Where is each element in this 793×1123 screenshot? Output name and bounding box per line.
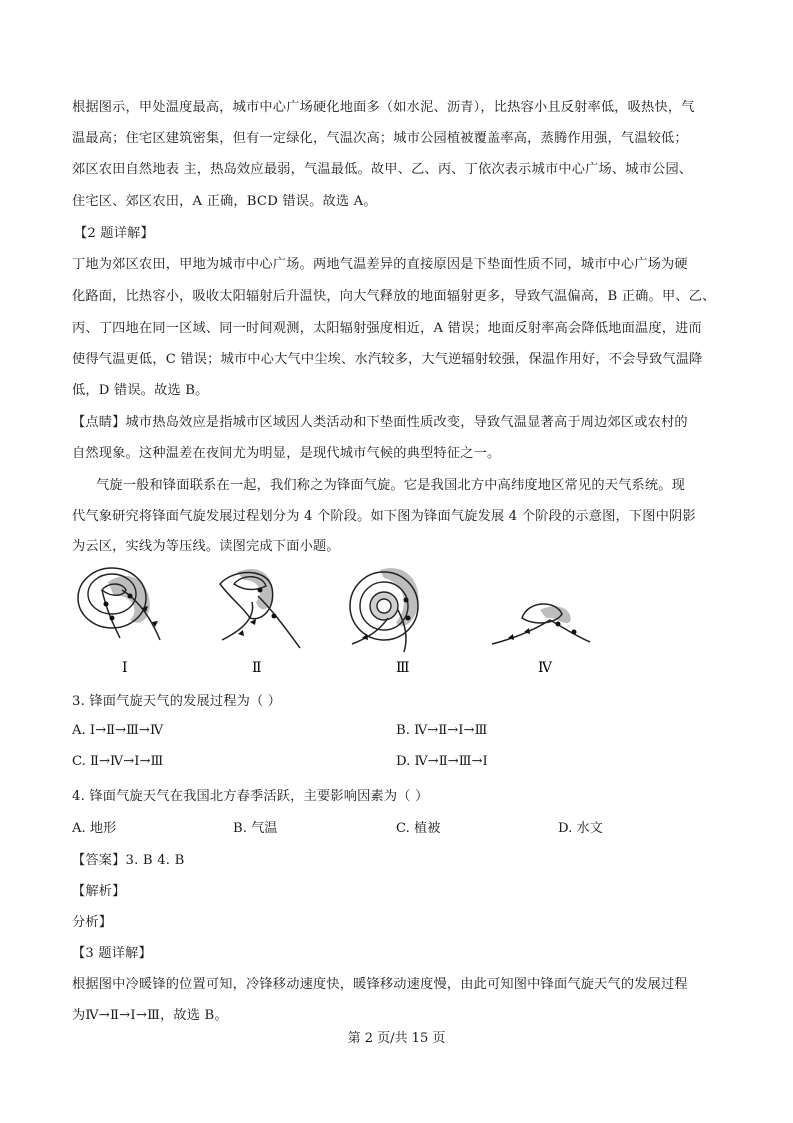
text-line: 化路面，比热容小，吸收太阳辐射后升温快，向大气释放的地面辐射更多，导致气温偏高，B 正确。甲、乙、 <box>72 289 716 304</box>
section-heading: 【2 题详解】 <box>74 226 154 241</box>
q3-option-a: A. Ⅰ→Ⅱ→Ⅲ→Ⅳ <box>72 723 164 738</box>
q4-option-c: C. 植被 <box>396 821 441 836</box>
analysis-heading: 【解析】 <box>72 884 126 899</box>
stage-label: Ⅱ <box>252 660 262 676</box>
text-line: 为Ⅳ→Ⅱ→Ⅰ→Ⅲ，故选 B。 <box>72 1008 228 1023</box>
stage-1-diagram <box>78 568 160 640</box>
tip-line: 【点睛】城市热岛效应是指城市区域因人类活动和下垫面性质改变，导致气温显著高于周边郊区或农村的 <box>72 415 688 430</box>
stage-label: Ⅰ <box>122 660 128 676</box>
q4-option-a: A. 地形 <box>72 821 117 836</box>
text-line: 丙、丁四地在同一区域、同一时间观测，太阳辐射强度相近，A 错误；地面反射率高会降低地面温度，进而 <box>72 321 702 336</box>
text-line: 温最高；住宅区建筑密集，但有一定绿化，气温次高；城市公园植被覆盖率高，蒸腾作用强，气温较低； <box>72 131 688 146</box>
text-line: 根据图示，甲处温度最高，城市中心广场硬化地面多（如水泥、沥青），比热容小且反射率低，吸热快，气 <box>72 100 695 115</box>
fenxi-heading: 分析】 <box>72 915 113 930</box>
q3-option-b: B. Ⅳ→Ⅱ→Ⅰ→Ⅲ <box>396 723 488 738</box>
page-footer: 第 2 页/共 15 页 <box>347 1031 446 1046</box>
text-line: 丁地为郊区农田，甲地为城市中心广场。两地气温差异的直接原因是下垫面性质不同，城市中心广场为硬 <box>72 257 688 272</box>
stage-label: Ⅲ <box>396 660 410 676</box>
q4-option-b: B. 气温 <box>233 821 278 836</box>
stage-4-diagram <box>492 604 590 644</box>
q3-option-c: C. Ⅱ→Ⅳ→Ⅰ→Ⅲ <box>72 754 164 769</box>
text-line: 根据图中冷暖锋的位置可知，冷锋移动速度快，暖锋移动速度慢，由此可知图中锋面气旋天气的发展过程 <box>72 977 688 992</box>
stage-2-diagram <box>220 569 300 648</box>
q3-option-d: D. Ⅳ→Ⅱ→Ⅲ→Ⅰ <box>396 754 488 769</box>
question-4-stem: 4. 锋面气旋天气在我国北方春季活跃，主要影响因素为（ ） <box>72 789 429 804</box>
text-line: 使得气温更低，C 错误；城市中心大气中尘埃、水汽较多，大气逆辐射较强，保温作用好，不会导致气温降 <box>72 352 703 367</box>
intro-line: 代气象研究将锋面气旋发展过程划分为 4 个阶段。如下图为锋面气旋发展 4 个阶段的示意图，下图中阴影 <box>72 509 696 524</box>
stage-label: Ⅳ <box>538 660 552 676</box>
question-3-stem: 3. 锋面气旋天气的发展过程为（ ） <box>72 694 282 709</box>
stage-3-diagram <box>350 568 419 652</box>
text-line: 郊区农田自然地表 主，热岛效应最弱，气温最低。故甲、乙、丙、丁依次表示城市中心广场、城市公园、 <box>72 162 693 177</box>
section-heading: 【3 题详解】 <box>72 946 152 961</box>
text-line: 住宅区、郊区农田，A 正确，BCD 错误。故选 A。 <box>72 194 377 209</box>
text-line: 低，D 错误。故选 B。 <box>72 383 209 398</box>
answer-line: 【答案】3. B 4. B <box>72 853 185 868</box>
tip-line: 自然现象。这种温差在夜间尤为明显，是现代城市气候的典型特征之一。 <box>72 446 501 461</box>
cyclone-stages-figure <box>62 560 622 678</box>
q4-option-d: D. 水文 <box>558 821 603 836</box>
intro-line: 气旋一般和锋面联系在一起，我们称之为锋面气旋。它是我国北方中高纬度地区常见的天气系统。现 <box>96 478 686 493</box>
intro-line: 为云区，实线为等压线。读图完成下面小题。 <box>72 539 340 554</box>
